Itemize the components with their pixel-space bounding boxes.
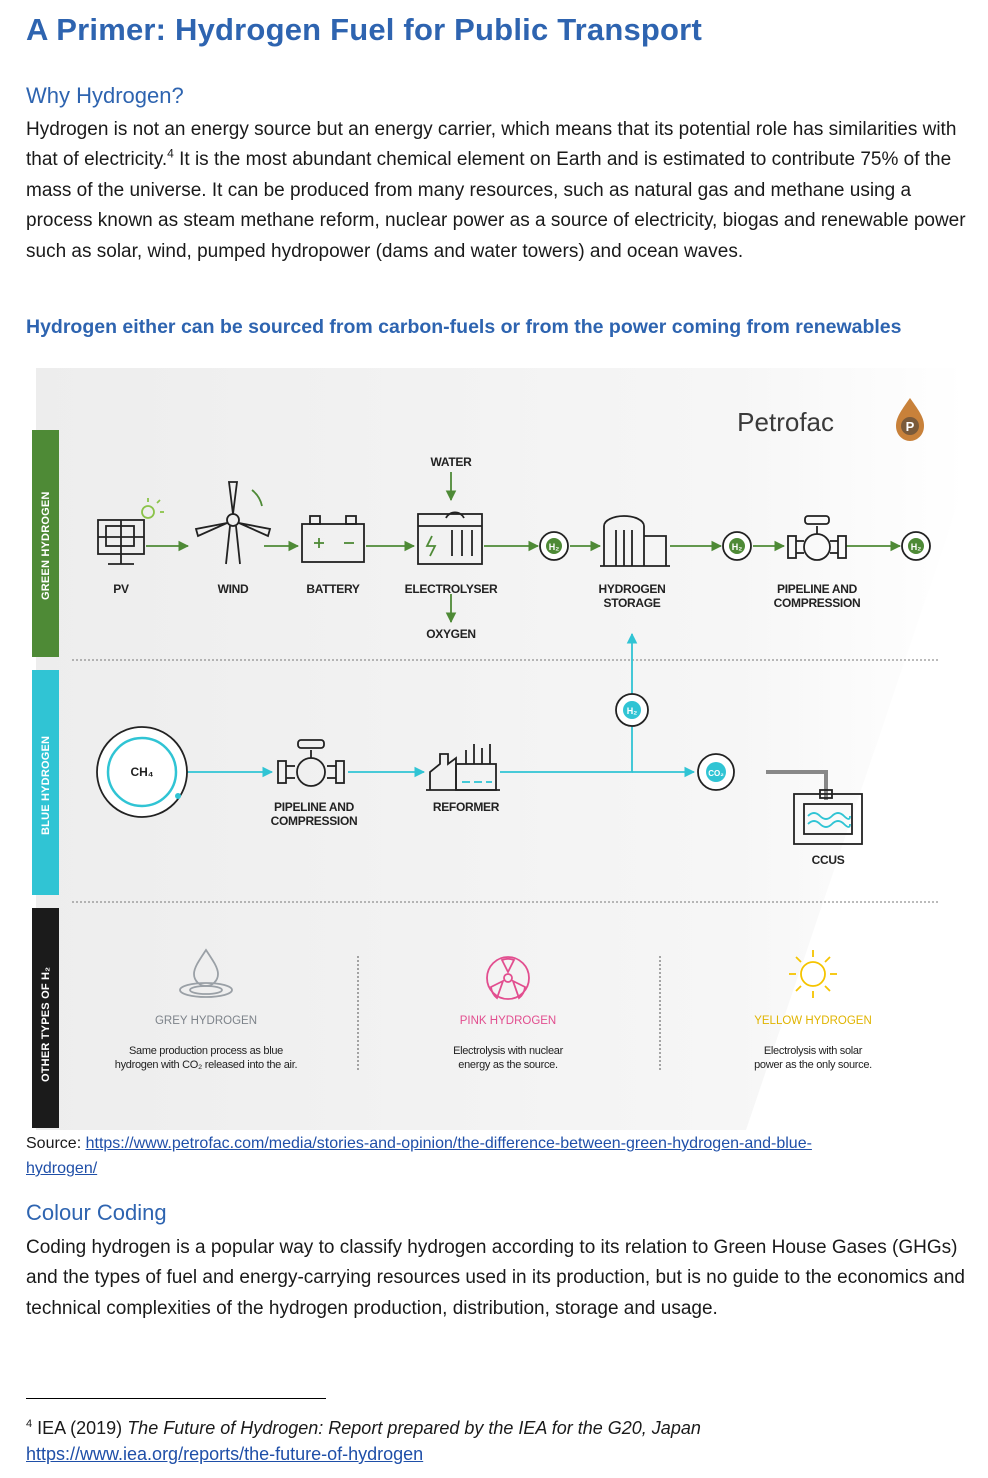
intro-paragraph (26, 115, 966, 267)
type-grey-desc-line2: hydrogen with CO₂ released into the air. (114, 1059, 298, 1071)
type-yellow-desc-line1: Electrolysis with solar (763, 1045, 863, 1057)
row-bar-blue (32, 670, 59, 895)
brand-name: Petrofac (737, 407, 834, 437)
label-pipeline-line1: PIPELINE AND (777, 582, 857, 596)
label-wind: WIND (217, 582, 249, 596)
infographic-svg (26, 360, 966, 1130)
row-bar-green (32, 430, 59, 657)
label-battery: BATTERY (306, 582, 360, 596)
methane-source-icon (97, 727, 187, 817)
footnote-title: The Future of Hydrogen: Report prepared by the IEA for the G20, Japan (127, 1418, 701, 1438)
page-title: A Primer: Hydrogen Fuel for Public Transport (26, 12, 702, 47)
svg-text:P: P (905, 419, 915, 434)
footnote-prefix: IEA (2019) (32, 1418, 128, 1438)
footnote (26, 1411, 966, 1467)
footnote-number: 4 (26, 1418, 33, 1430)
label-ccus: CCUS (811, 853, 845, 867)
label-reformer: REFORMER (432, 800, 500, 814)
label-oxygen: OXYGEN (426, 627, 476, 641)
h2-node-icon (540, 532, 568, 560)
colour-coding-paragraph: Coding hydrogen is a popular way to classify hydrogen according to its relation to Green House Gases (GHGs) and the types of fuel and energy-carrying resources used in its production, but is no guide to the economics and technical complexities of the hydrogen production, distribution, storage and usage. (26, 1237, 965, 1319)
label-water: WATER (430, 455, 472, 469)
row-label-green: GREEN HYDROGEN (40, 491, 52, 600)
co2-node-icon (698, 754, 734, 790)
callout-heading: Hydrogen either can be sourced from carbon-fuels or from the power coming from renewables (26, 316, 902, 338)
label-electrolyser: ELECTROLYSER (404, 582, 498, 596)
label-storage-line1: HYDROGEN (598, 582, 666, 596)
label-pipeline-line2: COMPRESSION (773, 596, 861, 610)
h2-node-icon (616, 694, 648, 726)
type-grey-name: GREY HYDROGEN (154, 1015, 258, 1027)
intro-text-b: It is the most abundant chemical element on Earth and is estimated to contribute 75% of the mass of the universe. It can be produced from many resources, such as natural gas and methane using a process known as steam methane reform, nuclear power as a source of electricity, biogas and renewable power such as solar, wind, pumped hydropower (dams and water towers) and ocean waves. (26, 149, 966, 262)
footnote-link[interactable]: https://www.iea.org/reports/the-future-of-hydrogen (26, 1444, 424, 1464)
section-heading-why-hydrogen: Why Hydrogen? (26, 83, 184, 108)
row-label-other: OTHER TYPES OF H₂ (40, 966, 52, 1082)
type-pink-desc-line1: Electrolysis with nuclear (453, 1045, 563, 1057)
svg-text:H₂: H₂ (731, 542, 743, 552)
svg-text:CH₄: CH₄ (130, 765, 154, 779)
footnote-separator (26, 1398, 326, 1399)
figure-source (26, 1131, 946, 1181)
label-pipeline-line2: COMPRESSION (270, 814, 358, 828)
intro-text-a: Hydrogen is not an energy source but an energy carrier, which means that its potential role has similarities with that of electricity. (26, 119, 957, 171)
svg-text:H₂: H₂ (910, 542, 922, 552)
footnote-reference[interactable]: 4 (167, 147, 174, 162)
type-pink-desc-line2: energy as the source. (458, 1059, 558, 1071)
svg-text:CO₂: CO₂ (708, 769, 724, 778)
row-label-blue: BLUE HYDROGEN (40, 735, 52, 835)
svg-text:H₂: H₂ (548, 542, 560, 552)
type-yellow-name: YELLOW HYDROGEN (754, 1015, 872, 1027)
type-pink-name: PINK HYDROGEN (459, 1015, 557, 1027)
label-pipeline-line1: PIPELINE AND (274, 800, 354, 814)
row-bar-other (32, 908, 59, 1128)
source-label: Source: (26, 1135, 86, 1152)
type-grey-desc-line1: Same production process as blue (129, 1045, 283, 1057)
type-yellow-desc-line2: power as the only source. (754, 1059, 872, 1071)
label-storage-line2: STORAGE (603, 596, 661, 610)
label-pv: PV (113, 582, 129, 596)
h2-node-icon (723, 532, 751, 560)
section-heading-colour-coding: Colour Coding (26, 1200, 167, 1225)
svg-text:H₂: H₂ (626, 706, 638, 716)
source-link[interactable]: https://www.petrofac.com/media/stories-and-opinion/the-difference-between-green-hydrogen-and-blue- hydrogen/ (26, 1135, 812, 1177)
h2-node-icon (902, 532, 930, 560)
hydrogen-infographic (26, 360, 966, 1130)
